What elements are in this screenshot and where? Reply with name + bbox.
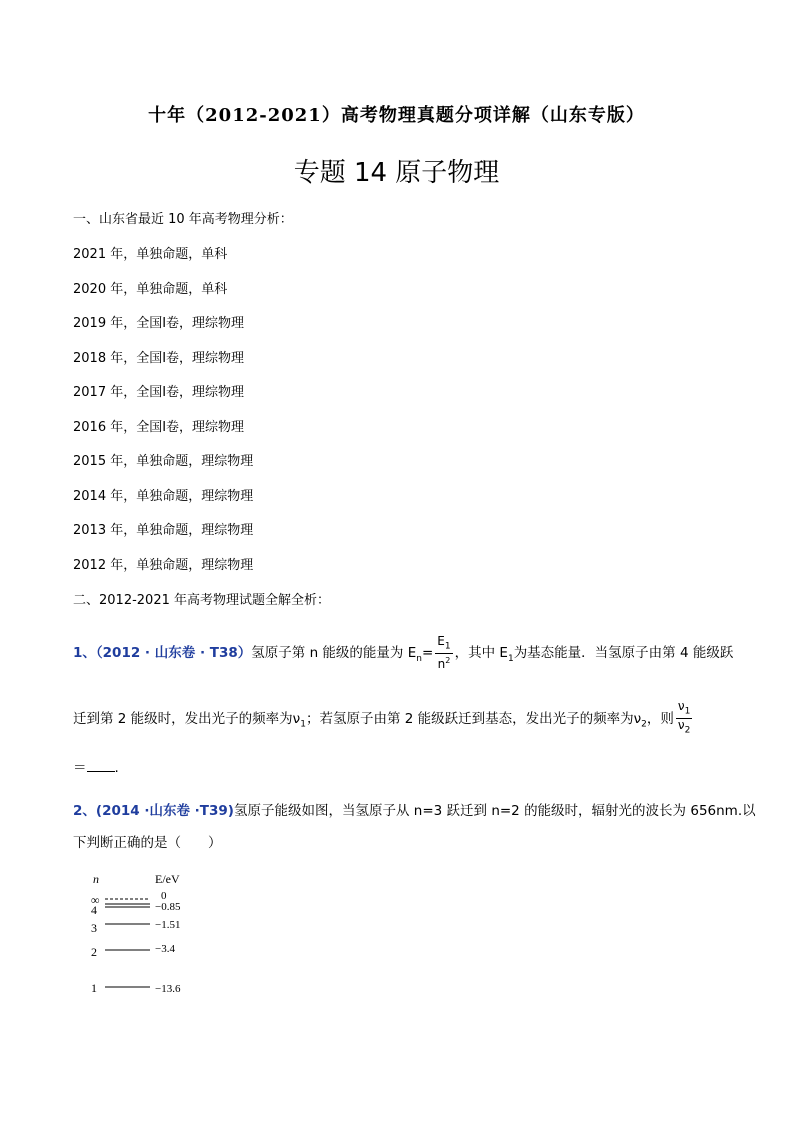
frac-num-sub: 1 bbox=[684, 706, 691, 717]
year-line: 2015 年，单独命题，理综物理 bbox=[73, 454, 254, 469]
question-source: (2014 ·山东卷 ·T39) bbox=[95, 803, 234, 819]
question-number: 1、 bbox=[73, 645, 96, 662]
year-line: 2019 年，全国Ⅰ卷，理综物理 bbox=[73, 316, 245, 331]
q1-text: ，则 bbox=[646, 710, 674, 727]
q1-sub: n bbox=[416, 653, 422, 664]
q1-text: 迁到第 2 能级时，发出光子的频率为ν bbox=[73, 710, 301, 727]
q1-eq: = bbox=[421, 645, 434, 662]
year-line: 2018 年，全国Ⅰ卷，理综物理 bbox=[73, 351, 245, 366]
question-2-line-1 bbox=[73, 799, 756, 819]
n-axis-label: n bbox=[93, 872, 99, 886]
level-e: −1.51 bbox=[155, 919, 181, 931]
year-line: 2014 年，单独命题，理综物理 bbox=[73, 489, 254, 504]
level-n: 4 bbox=[91, 903, 97, 917]
section2-heading: 二、2012-2021 年高考物理试题全解全析： bbox=[73, 593, 330, 608]
q1-text: ＝ bbox=[73, 760, 87, 776]
question-number: 2、 bbox=[73, 803, 96, 819]
level-e: −3.4 bbox=[155, 943, 175, 955]
q1-text: ；若氢原子由第 2 能级跃迁到基态，发出光子的频率为ν bbox=[305, 710, 642, 727]
q1-text: 氢原子第 n 能级的能量为 E bbox=[251, 645, 417, 662]
frac-num: E bbox=[437, 634, 445, 648]
level-e: −0.85 bbox=[155, 901, 181, 913]
energy-axis-label: E/eV bbox=[155, 872, 180, 886]
frac-den-sub: 2 bbox=[684, 725, 691, 736]
q1-text: ，其中 E bbox=[454, 645, 508, 662]
q2-text: 下判断正确的是（ ） bbox=[73, 835, 222, 851]
answer-blank bbox=[87, 760, 115, 772]
document-title: 十年（2012-2021）高考物理真题分项详解（山东专版） bbox=[148, 105, 645, 126]
level-n: ∞ bbox=[91, 893, 100, 907]
frac-den-sup: 2 bbox=[445, 656, 451, 666]
energy-fraction bbox=[435, 635, 452, 671]
level-n: 3 bbox=[91, 921, 97, 935]
question-2-line-2 bbox=[73, 831, 222, 851]
q1-text: . bbox=[114, 760, 119, 776]
level-e: 0 bbox=[161, 890, 167, 902]
q1-sub: 1 bbox=[300, 719, 306, 730]
q1-sub: 2 bbox=[641, 719, 647, 730]
frequency-fraction bbox=[676, 700, 692, 738]
energy-level-diagram bbox=[85, 868, 215, 998]
section1-heading: 一、山东省最近 10 年高考物理分析： bbox=[73, 212, 293, 227]
q1-text: 为基态能量．当氢原子由第 4 能级跃 bbox=[513, 645, 734, 662]
year-line: 2012 年，单独命题，理综物理 bbox=[73, 558, 254, 573]
q1-sub: 1 bbox=[507, 653, 514, 664]
topic-title: 专题 14 原子物理 bbox=[293, 158, 500, 188]
frac-num: ν bbox=[677, 699, 685, 713]
question-1-line-1 bbox=[73, 635, 733, 671]
level-n: 1 bbox=[91, 981, 97, 995]
level-e: −13.6 bbox=[155, 983, 181, 995]
year-line: 2021 年，单独命题，单科 bbox=[73, 247, 228, 262]
frac-num-sub: 1 bbox=[444, 641, 451, 652]
frac-den: ν bbox=[677, 718, 685, 733]
year-line: 2020 年，单独命题，单科 bbox=[73, 282, 228, 297]
year-line: 2017 年，全国Ⅰ卷，理综物理 bbox=[73, 385, 245, 400]
q2-text: 氢原子能级如图，当氢原子从 n=3 跃迁到 n=2 的能级时，辐射光的波长为 656nm.以 bbox=[233, 803, 756, 819]
year-line: 2013 年，单独命题，理综物理 bbox=[73, 523, 254, 538]
frac-den: n bbox=[437, 657, 446, 672]
level-n: 2 bbox=[91, 945, 97, 959]
question-source: （2012 · 山东卷 · T38） bbox=[95, 645, 252, 662]
question-1-line-2 bbox=[73, 700, 694, 738]
question-1-line-3 bbox=[73, 756, 119, 776]
year-line: 2016 年，全国Ⅰ卷，理综物理 bbox=[73, 420, 245, 435]
